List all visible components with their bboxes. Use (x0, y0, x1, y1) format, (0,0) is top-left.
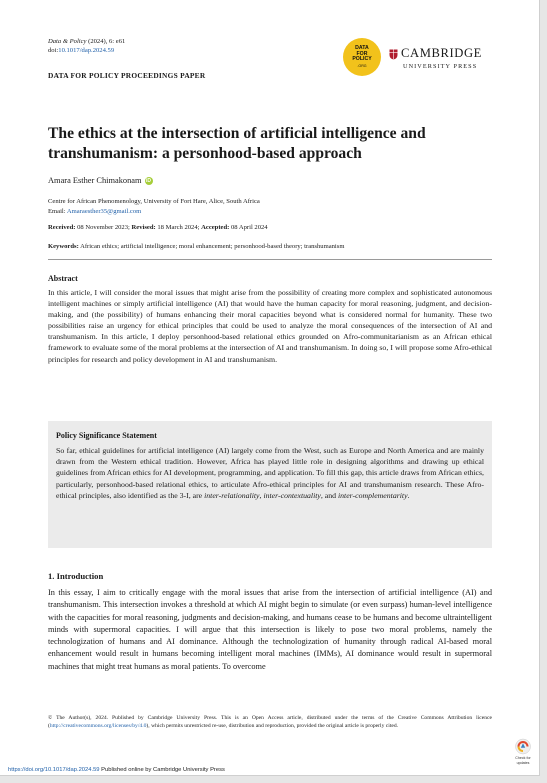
received-label: Received: (48, 224, 76, 231)
policy-text (56, 445, 484, 501)
principle-inter-contextuality: inter-contextuality (263, 490, 321, 500)
revised-label: Revised: (131, 224, 156, 231)
accepted-date: 08 April 2024 (229, 224, 268, 231)
author-name: Amara Esther Chimakonam (48, 176, 142, 185)
history-dates (48, 224, 268, 231)
keywords (48, 243, 344, 250)
logo-line-org: .ORG (357, 63, 367, 68)
publisher-subtitle: UNIVERSITY PRESS (403, 63, 478, 70)
footer-text: Published online by Cambridge University Press (99, 767, 225, 773)
section-tag: DATA FOR POLICY PROCEEDINGS PAPER (48, 71, 206, 80)
received-date: 08 November 2023; (75, 224, 132, 231)
journal-name: Data & Policy (48, 38, 87, 45)
license-text-2: ), which permits unrestricted re-use, distribution and reproduction, provided the original article is properly cited. (146, 723, 399, 729)
email-label: Email: (48, 208, 67, 215)
policy-sep-2: , and (320, 490, 338, 500)
logo-line-policy: POLICY (352, 56, 372, 63)
journal-volume: (2024), 6: e61 (86, 38, 126, 45)
page-footer (8, 767, 225, 773)
license-statement (48, 714, 492, 730)
principle-inter-complementarity: inter-complementarity (337, 490, 408, 500)
orcid-icon[interactable]: iD (146, 177, 151, 184)
data-for-policy-logo[interactable] (343, 38, 381, 76)
revised-date: 18 March 2024; (155, 224, 202, 231)
journal-citation (48, 37, 125, 55)
accepted-label: Accepted: (201, 224, 230, 231)
email-link[interactable]: Amaraesther35@gmail.com (66, 208, 142, 215)
logo-line-data: DATA (355, 45, 369, 52)
policy-end: . (407, 490, 410, 500)
publisher-name[interactable]: CAMBRIDGE (401, 46, 482, 60)
abstract-heading: Abstract (48, 274, 78, 283)
check-updates-line-1: Check for (515, 756, 531, 760)
check-for-updates-button[interactable] (510, 738, 536, 765)
license-text-1: © The Author(s), 2024. Published by Cambridge University Press. This is an Open Access article, distributed under the terms of the Creative Commons Attribution licence ( (48, 715, 492, 729)
keywords-label: Keywords: (48, 243, 79, 250)
policy-body: So far, ethical guidelines for artificial intelligence (AI) largely come from the West, such as Europe and North America and are mainly drawn from the Western ethical tradition. However, Africa has played little role in designing algorithms and drawing up ethical guidelines from African ethics for AI development, programming, and application. To fill this gap, this article draws from African ethics, particularly, personhood-based relational ethics, to articulate Afro-ethical principles for AI and transhumanism research. These Afro-ethical principles, also identified as the 3-I, are (56, 446, 484, 500)
license-link[interactable]: http://creativecommons.org/licenses/by/4.0 (49, 723, 147, 729)
policy-sep-1: , (259, 490, 264, 500)
logo-line-for: FOR (356, 50, 368, 57)
policy-heading: Policy Significance Statement (56, 431, 157, 440)
principle-inter-relationality: inter-relationality (204, 490, 260, 500)
abstract-text: In this article, I will consider the moral issues that might arise from the possibility of creating more complex and sophisticated autonomous intelligent machines or simply artificial intelligence (AI) that would have the human capacity for moral reasoning, judgment, and decision-making, and (the possibility) of humans enhancing their moral capacities beyond what is considered normal for humanity. These two possibilities raise an urgency for ethical principles that could be used to analyze the moral consequences of the intersection of AI and transhumanism. In this article, I deploy personhood-based relational ethics grounded on Afro-communitarianism as an African ethical framework to evaluate some of the moral problems at the intersection of AI and transhumanism. In doing so, I will propose some Afro-ethical principles for research and policy development in AI and transhumanism. (48, 288, 492, 364)
introduction-text: In this essay, I aim to critically engage with the moral issues that arise from the intersection of artificial intelligence (AI) and transhumanism. This intersection invokes a threshold at which AI might begin to simulate (or even surpass) human-level intelligence with the capacities for moral reasoning, judgments and decision-making, and humans cease to be humans and become ultraintelligent minds with supermoral capacities. I will argue that this intersection is likely to pose two moral problems, namely the technologization of humans and AI dominance. Although the technologization of humanity through radical AI-based moral enhancement would result in humans becoming intelligent moral machines (IMMs), AI dominance would result in supermoral machines that might treat humans as moral patients. To overcome (48, 588, 492, 671)
keywords-text: African ethics; artificial intelligence; moral enhancement; personhood-based theory; transhumanism (78, 243, 345, 250)
header-divider (48, 259, 492, 260)
affiliation: Centre for African Phenomenology, University of Fort Hare, Alice, South Africa (48, 198, 260, 205)
introduction-heading: 1. Introduction (48, 571, 104, 581)
article-title: The ethics at the intersection of artificial intelligence and transhumanism: a personhood-based approach (48, 125, 426, 162)
author-line (48, 176, 153, 185)
doi-link[interactable]: 10.1017/dap.2024.59 (58, 47, 115, 54)
check-updates-line-2: updates (516, 761, 530, 765)
policy-significance-box (48, 421, 492, 548)
cambridge-crest-icon (389, 49, 398, 60)
check-for-updates-icon (515, 738, 531, 755)
footer-doi-link[interactable]: https://doi.org/10.1017/dap.2024.59 (8, 767, 100, 773)
affiliation-block (48, 197, 260, 217)
doi-label: doi: (48, 47, 59, 54)
